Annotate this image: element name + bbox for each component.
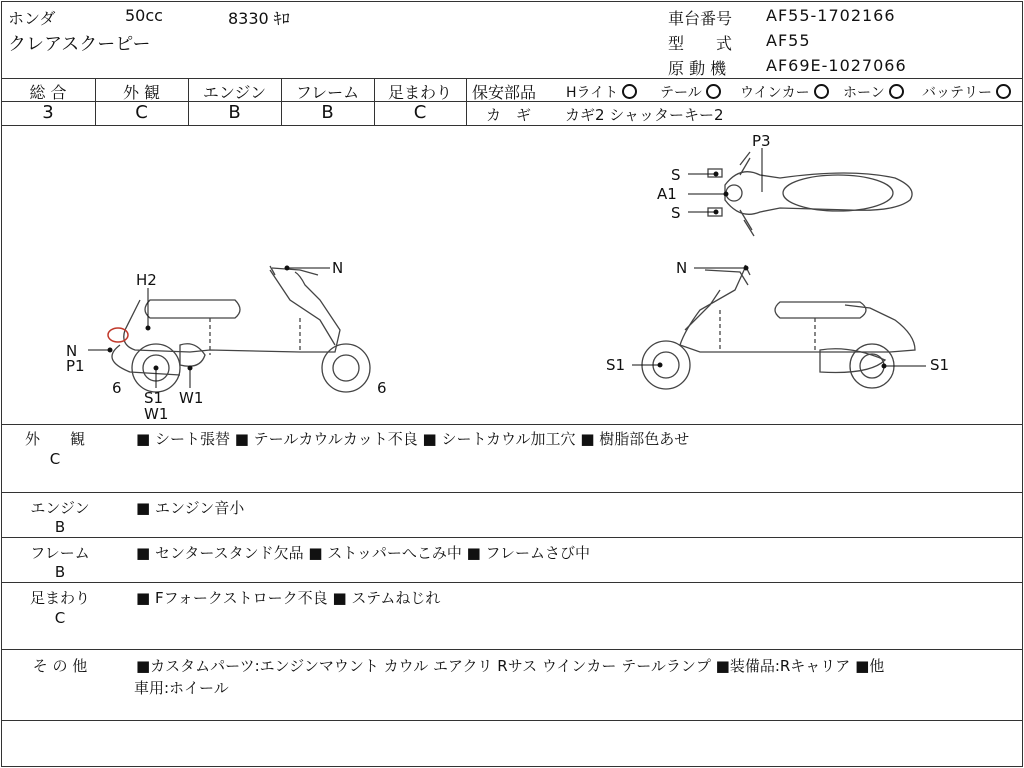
note-text-frame: ■ センタースタンド欠品 ■ ストッパーへこみ中 ■ フレームさび中 [136,544,590,562]
note-text-engine: ■ エンジン音小 [136,499,245,517]
frame-no-label: 車台番号 [668,9,733,28]
scooter-diagram [0,126,1022,424]
note-text-suspension: ■ Fフォークストローク不良 ■ ステムねじれ [136,589,441,607]
note-title-exterior: 外 観 [24,430,85,448]
grade-exterior: C [135,102,148,123]
label-six-left: 6 [112,379,122,397]
label-s1-r2: S1 [930,356,950,374]
engine-no-label: 原 動 機 [668,59,727,78]
note-title-frame: フレーム [30,544,90,562]
safety-item-headlight: Hライト [566,82,637,102]
note-title-suspension: 足まわり [29,589,90,607]
label-w1-right: W1 [179,389,204,407]
mileage: 8330 ｷﾛ [228,9,290,28]
note-grade-frame: B [54,563,66,581]
grade-header-exterior: 外 観 [122,83,161,102]
label-h2: H2 [136,271,157,289]
key-value: カギ2 シャッターキー2 [565,106,724,124]
label-six-right: 6 [377,379,387,397]
label-s-top2: S [671,204,681,222]
maker: ホンダ [8,9,56,28]
displacement: 50cc [125,6,163,25]
note-grade-suspension: C [54,609,66,627]
grade-suspension: C [413,102,427,123]
grade-header-frame: フレーム [295,83,360,102]
grade-overall: 3 [42,102,54,123]
label-s-top1: S [671,166,681,184]
safety-item-battery: バッテリー [922,82,1011,102]
ok-circle-icon [814,84,829,99]
grade-engine: B [228,102,241,123]
safety-item-horn: ホーン [843,82,904,102]
label-w1-left: W1 [144,405,169,423]
model-name: クレアスクーピー [8,34,151,55]
safety-item-winker: ウインカー [740,82,829,102]
note-grade-engine: B [54,518,66,536]
note-title-other: そ の 他 [32,657,88,675]
label-n-left: N [332,259,344,277]
type-value: AF55 [766,31,811,50]
label-s1-left: S1 [144,389,164,407]
label-p1: P1 [66,357,85,375]
note-title-engine: エンジン [30,499,90,517]
type-label: 型 式 [668,34,733,53]
safety-label: 保安部品 [472,83,537,102]
ok-circle-icon [622,84,637,99]
note-text-exterior: ■ シート張替 ■ テールカウルカット不良 ■ シートカウル加工穴 ■ 樹脂部色あせ [136,430,690,448]
ok-circle-icon [706,84,721,99]
note-text-other: ■カスタムパーツ:エンジンマウント カウル エアクリ Rサス ウインカー テールランプ ■装備品:Rキャリア ■他 [136,657,885,675]
frame-no: AF55-1702166 [766,6,896,25]
grade-header-overall: 総 合 [29,83,67,102]
label-a1: A1 [657,185,677,203]
safety-item-tail: テール [660,82,721,102]
key-label: カ ギ [486,106,532,124]
label-n-front: N [66,342,78,360]
damage-marker [108,328,128,342]
note-grade-exterior: C [49,450,61,468]
ok-circle-icon [889,84,904,99]
grade-header-engine: エンジン [202,83,267,102]
label-n-right: N [676,259,688,277]
label-p3: P3 [752,132,771,150]
engine-no: AF69E-1027066 [766,56,907,75]
ok-circle-icon [996,84,1011,99]
note-text-other-line2: 車用:ホイール [134,679,229,697]
grade-frame: B [321,102,334,123]
grade-header-suspension: 足まわり [387,83,452,102]
label-s1-r1: S1 [606,356,626,374]
